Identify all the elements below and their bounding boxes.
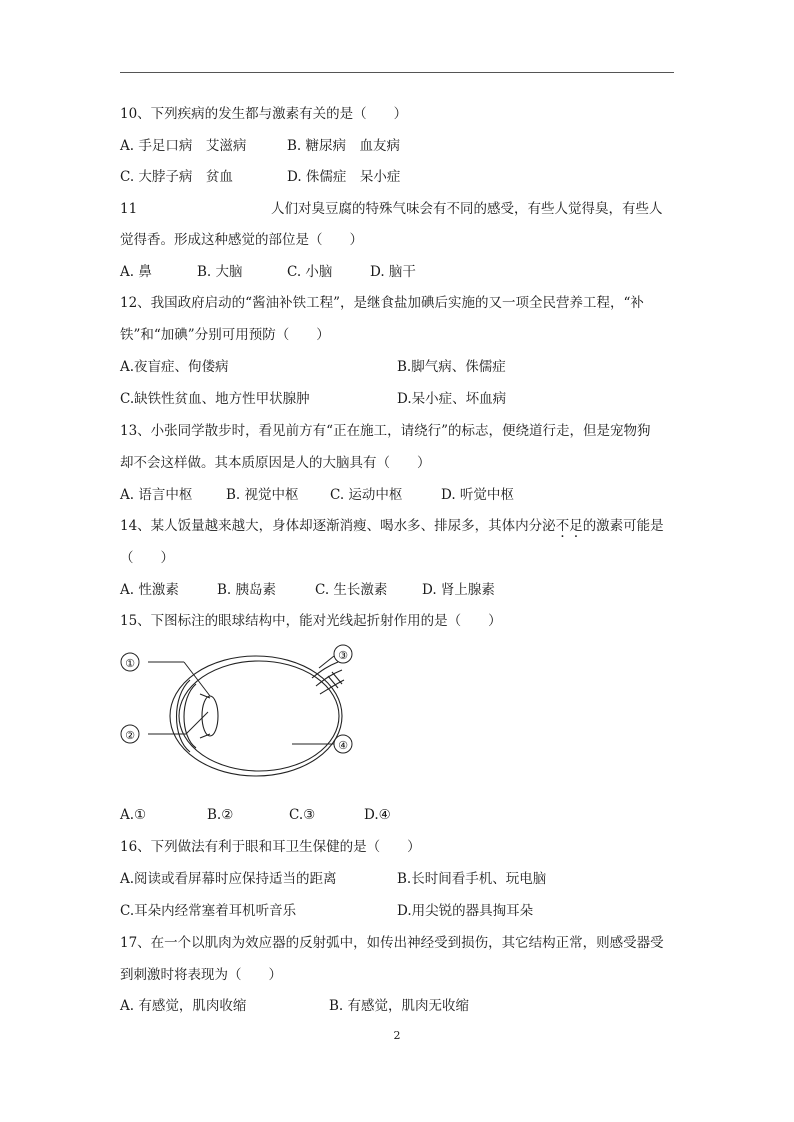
q17-option-b: B. 有感觉，肌肉无收缩	[329, 998, 470, 1014]
q11-stem-line1: 人们对臭豆腐的特殊气味会有不同的感受，有些人觉得臭，有些人	[271, 201, 663, 217]
q11-option-c: C. 小脑	[287, 264, 333, 280]
q11-number: 11	[120, 201, 138, 217]
q15-option-c: C.③	[289, 807, 316, 823]
header-rule	[120, 72, 674, 73]
q11-option-b: B. 大脑	[197, 264, 243, 280]
q10-option-d: D. 侏儒症 呆小症	[287, 169, 401, 185]
eyeball-outer-wall	[170, 656, 342, 776]
optic-nerve-upper	[312, 662, 338, 678]
q12-option-b: B.脚气病、侏儒症	[397, 359, 506, 375]
label-2: ②	[125, 729, 135, 742]
q10-option-b: B. 糖尿病 血友病	[287, 138, 401, 154]
q14-emphasis-char-1: 不	[555, 518, 570, 534]
q13-stem-line2: 却不会这样做。其本质原因是人的大脑具有（ ）	[120, 455, 431, 471]
q12-option-a: A.夜盲症、佝偻病	[120, 359, 229, 375]
eyeball-diagram	[116, 640, 366, 788]
label-1: ①	[125, 657, 135, 670]
q15-option-d: D.④	[364, 807, 391, 823]
q11-option-d: D. 脑干	[370, 264, 416, 280]
q17-option-a: A. 有感觉，肌肉收缩	[120, 998, 247, 1014]
q11-option-a: A. 鼻	[120, 264, 152, 280]
q17-stem-line2: 到刺激时将表现为（ ）	[120, 967, 282, 983]
q17-stem-line1: 17、在一个以肌肉为效应器的反射弧中，如传出神经受到损伤，其它结构正常，则感受器受	[120, 935, 664, 951]
q10-option-a: A. 手足口病 艾滋病	[120, 138, 247, 154]
label-4: ④	[338, 739, 348, 752]
q14-emphasis-char-2: 足	[569, 518, 583, 534]
label-3: ③	[338, 649, 348, 662]
q13-stem-line1: 13、小张同学散步时，看见前方有“正在施工，请绕行”的标志，便绕道行走，但是宠物狗	[120, 423, 651, 439]
q16-option-d: D.用尖锐的器具掏耳朵	[397, 903, 534, 919]
page-number: 2	[393, 1029, 401, 1042]
q13-option-d: D. 听觉中枢	[441, 487, 514, 503]
eyeball-inner-wall	[179, 661, 339, 771]
q14-stem-pre: 14、某人饭量越来越大，身体却逐渐消瘦、喝水多、排尿多，其体内分泌	[120, 518, 556, 534]
q13-option-c: C. 运动中枢	[330, 487, 403, 503]
q12-option-d: D.呆小症、坏血病	[397, 391, 507, 407]
q16-option-a: A.阅读或看屏幕时应保持适当的距离	[120, 871, 337, 887]
q15-option-b: B.②	[207, 807, 234, 823]
q14-option-b: B. 胰岛素	[217, 582, 277, 598]
q14-stem-post: 的激素可能是	[582, 518, 664, 534]
q16-option-b: B.长时间看手机、玩电脑	[397, 871, 547, 887]
q14-stem-line2: （ ）	[120, 550, 174, 566]
q15-option-a: A.①	[120, 807, 147, 823]
q16-option-c: C.耳朵内经常塞着耳机听音乐	[120, 903, 297, 919]
q14-option-c: C. 生长激素	[315, 582, 388, 598]
q11-stem-line2: 觉得香。形成这种感觉的部位是（ ）	[120, 232, 363, 248]
q12-option-c: C.缺铁性贫血、地方性甲状腺肿	[120, 391, 310, 407]
q12-stem-line2: 铁”和“加碘”分别可用预防（ ）	[120, 327, 330, 343]
q10-stem: 10、下列疾病的发生都与激素有关的是（ ）	[120, 106, 408, 122]
q14-option-a: A. 性激素	[120, 582, 179, 598]
q13-option-b: B. 视觉中枢	[226, 487, 299, 503]
q13-option-a: A. 语言中枢	[120, 487, 193, 503]
q12-stem-line1: 12、我国政府启动的“酱油补铁工程”，是继食盐加碘后实施的又一项全民营养工程，“补	[120, 295, 644, 311]
q15-stem: 15、下图标注的眼球结构中，能对光线起折射作用的是（ ）	[120, 613, 502, 629]
q14-stem-line1	[120, 517, 664, 535]
q16-stem: 16、下列做法有利于眼和耳卫生保健的是（ ）	[120, 839, 421, 855]
q10-option-c: C. 大脖子病 贫血	[120, 169, 233, 185]
q14-option-d: D. 肾上腺素	[422, 582, 495, 598]
